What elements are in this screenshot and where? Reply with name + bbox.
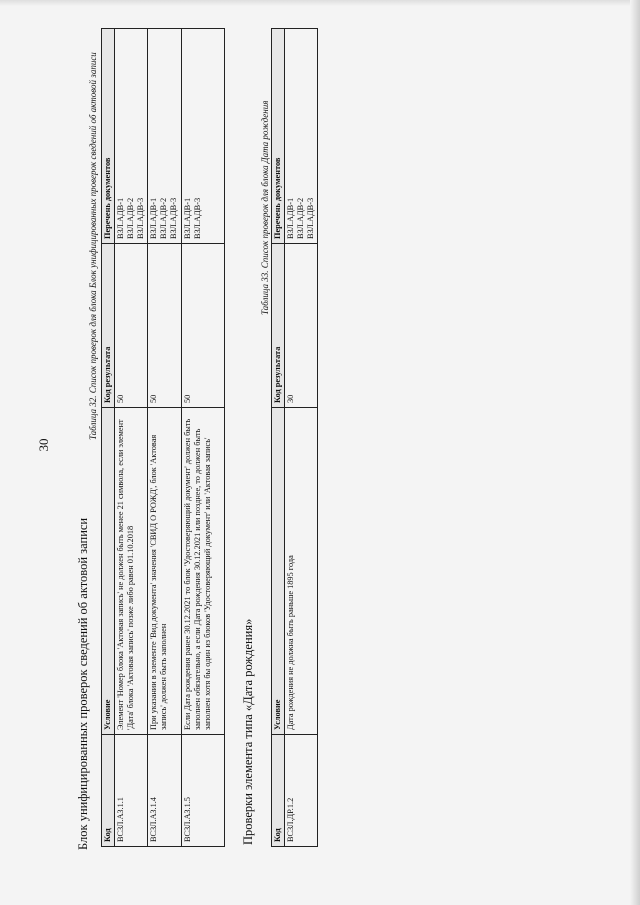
cell-result-code: 30 — [285, 244, 318, 408]
section-title-birth-date-checks: Проверки элемента типа «Дата рождения» — [241, 618, 255, 845]
header-code: Код — [102, 735, 115, 847]
cell-condition: Элемент 'Номер блока 'Актовая запись' не должен быть менее 21 символа, если элемент 'Дата' блока 'Актовая запись' позже либо равен 01.10.2018 — [115, 408, 148, 735]
cell-code: ВСЗЛ.АЗ.1.4 — [148, 735, 182, 847]
table-32 — [101, 28, 225, 847]
cell-document-list — [115, 29, 148, 244]
cell-code: ВСЗЛ.АЗ.1.1 — [115, 735, 148, 847]
table-row — [115, 29, 148, 847]
section-title-unified-checks: Блок унифицированных проверок сведений об актовой записи — [76, 517, 90, 850]
document-item: ВЗЛ.АДВ-1 — [116, 197, 125, 239]
table-row — [285, 29, 318, 847]
cell-result-code: 50 — [148, 244, 182, 408]
table-header-row — [272, 29, 285, 847]
document-item: ВЗЛ.АДВ-2 — [296, 197, 305, 239]
cell-result-code: 50 — [182, 244, 225, 408]
page-number: 30 — [36, 438, 51, 452]
table-32-caption: Таблица 32. Список проверок для блока Блок унифицированных проверок сведений об актовой записи — [88, 52, 98, 440]
document-item: ВЗЛ.АДВ-2 — [159, 197, 168, 239]
header-result-code: Код результата — [102, 244, 115, 408]
document-item: ВЗЛ.АДВ-1 — [183, 197, 192, 239]
document-item: ВЗЛ.АДВ-2 — [126, 197, 135, 239]
header-document-list: Перечень документов — [272, 29, 285, 244]
header-condition: Условие — [272, 408, 285, 735]
table-header-row — [102, 29, 115, 847]
document-item: ВЗЛ.АДВ-3 — [136, 197, 145, 239]
cell-condition: При указании в элементе 'Вид документа' значения 'СВИД О РОЖД', блок 'Актовая запись' должен быть заполнен — [148, 408, 182, 735]
document-item: ВЗЛ.АДВ-1 — [149, 197, 158, 239]
cell-code: ВСЗЛ.ДР.1.2 — [285, 735, 318, 847]
table-row — [148, 29, 182, 847]
cell-code: ВСЗЛ.АЗ.1.5 — [182, 735, 225, 847]
cell-document-list — [182, 29, 225, 244]
cell-document-list — [148, 29, 182, 244]
cell-condition: Если Дата рождения ранее 30.12.2021 то блок 'Удостоверяющий документ' должен быть заполнен обязательно, а если Дата рождения 30.12.2021 или позднее, то должен быть заполнен хотя бы один из блоков 'Удостоверяющий документ' или 'Актовая запись' — [182, 408, 225, 735]
cell-result-code: 50 — [115, 244, 148, 408]
document-item: ВЗЛ.АДВ-1 — [286, 197, 295, 239]
header-document-list: Перечень документов — [102, 29, 115, 244]
header-result-code: Код результата — [272, 244, 285, 408]
header-code: Код — [272, 735, 285, 847]
document-item: ВЗЛ.АДВ-3 — [306, 197, 315, 239]
table-33-caption: Таблица 33. Список проверок для блока Дата рождения — [260, 100, 270, 315]
table-33 — [271, 28, 318, 847]
cell-condition: Дата рождения не должна быть раньше 1895 года — [285, 408, 318, 735]
document-item: ВЗЛ.АДВ-3 — [193, 197, 202, 239]
header-condition: Условие — [102, 408, 115, 735]
table-row — [182, 29, 225, 847]
document-item: ВЗЛ.АДВ-3 — [169, 197, 178, 239]
cell-document-list — [285, 29, 318, 244]
